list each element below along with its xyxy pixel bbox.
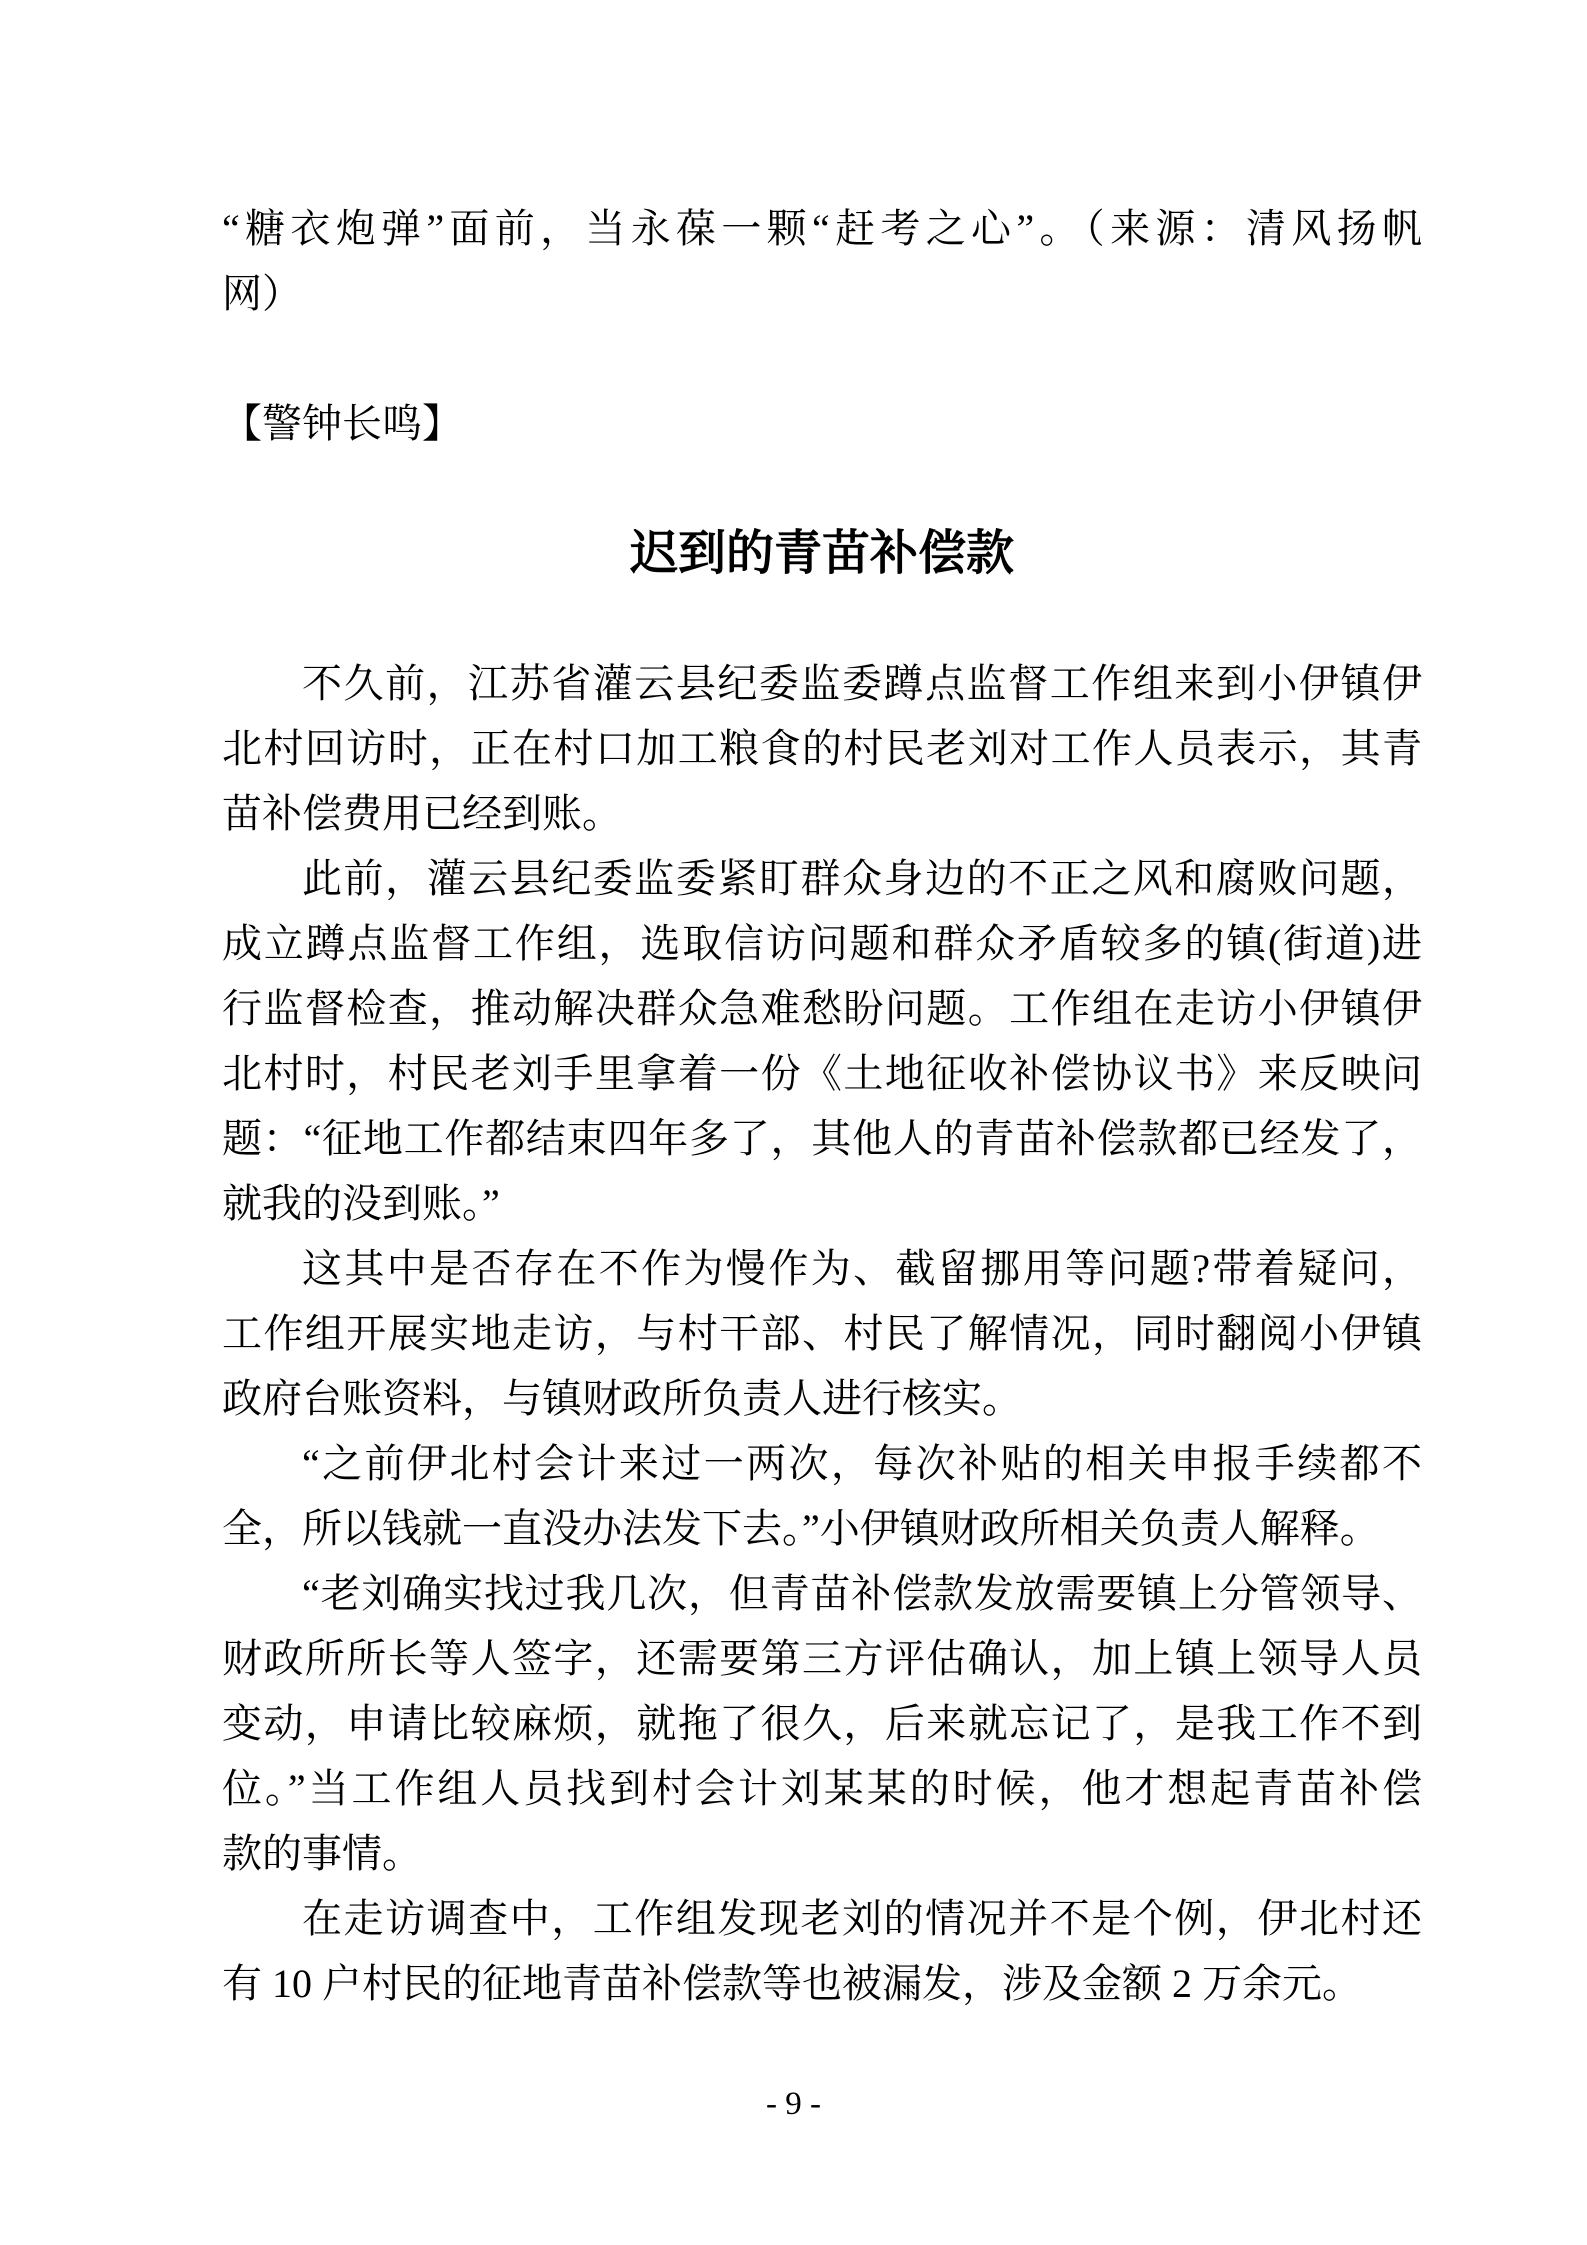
page-number: - 9 - (766, 2086, 821, 2122)
text-line: 款的事情。 (222, 1831, 422, 1876)
text-line: 题：“征地工作都结束四年多了，其他人的青苗补偿款都已经发了， (222, 1116, 1422, 1161)
text-line: 此前，灌云县纪委监委紧盯群众身边的不正之风和腐败问题， (302, 856, 1422, 901)
paragraph (222, 1561, 1422, 1886)
text-line: 成立蹲点监督工作组，选取信访问题和群众矛盾较多的镇(街道)进 (222, 921, 1422, 966)
text-line: 就我的没到账。” (222, 1181, 500, 1226)
text-line: 工作组开展实地走访，与村干部、村民了解情况，同时翻阅小伊镇 (222, 1311, 1422, 1356)
blank-line (222, 586, 1422, 651)
text-line: 苗补偿费用已经到账。 (222, 791, 622, 836)
article-title: 迟到的青苗补偿款 (629, 527, 1014, 580)
text-line: 这其中是否存在不作为慢作为、截留挪用等问题?带着疑问， (302, 1246, 1422, 1291)
text-line: 网） (222, 271, 302, 316)
text-line: 在走访调查中，工作组发现老刘的情况并不是个例，伊北村还 (302, 1896, 1422, 1941)
paragraph (222, 1236, 1422, 1431)
text-line: 不久前，江苏省灌云县纪委监委蹲点监督工作组来到小伊镇伊 (302, 661, 1422, 706)
text-line: 财政所所长等人签字，还需要第三方评估确认，加上镇上领导人员 (222, 1636, 1422, 1681)
text-line: 位。”当工作组人员找到村会计刘某某的时候，他才想起青苗补偿 (222, 1766, 1422, 1811)
text-line: “之前伊北村会计来过一两次，每次补贴的相关申报手续都不 (302, 1441, 1422, 1486)
paragraph (222, 651, 1422, 846)
paragraph (222, 1886, 1422, 2016)
blank-line (222, 456, 1422, 521)
text-line: 北村回访时，正在村口加工粮食的村民老刘对工作人员表示，其青 (222, 726, 1422, 771)
text-line: 全，所以钱就一直没办法发下去。”小伊镇财政所相关负责人解释。 (222, 1506, 1380, 1551)
continuation-paragraph (222, 196, 1422, 326)
blank-line (222, 326, 1422, 391)
text-line: 北村时，村民老刘手里拿着一份《土地征收补偿协议书》来反映问 (222, 1051, 1422, 1096)
section-header: 【警钟长鸣】 (222, 401, 462, 446)
text-line: 行监督检查，推动解决群众急难愁盼问题。工作组在走访小伊镇伊 (222, 986, 1422, 1031)
text-line: 变动，申请比较麻烦，就拖了很久，后来就忘记了，是我工作不到 (222, 1701, 1422, 1746)
text-line: “糖衣炮弹”面前，当永葆一颗“赶考之心”。（来源：清风扬帆 (222, 206, 1422, 251)
text-line: 有 10 户村民的征地青苗补偿款等也被漏发，涉及金额 2 万余元。 (222, 1961, 1362, 2006)
paragraph (222, 1431, 1422, 1561)
paragraph (222, 846, 1422, 1236)
text-line: 政府台账资料，与镇财政所负责人进行核实。 (222, 1376, 1022, 1421)
text-line: “老刘确实找过我几次，但青苗补偿款发放需要镇上分管领导、 (302, 1571, 1422, 1616)
